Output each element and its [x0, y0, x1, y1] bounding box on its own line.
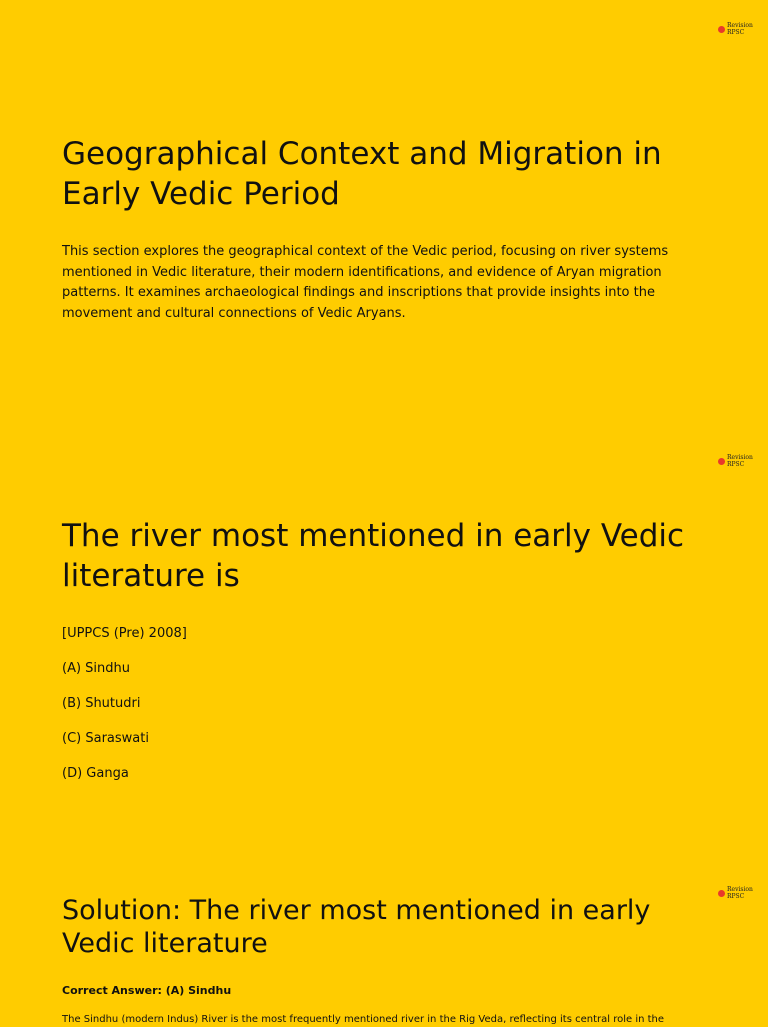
page-title: Geographical Context and Migration in Early Vedic Period: [62, 136, 662, 212]
question-body: [62, 624, 692, 799]
option-d: (D) Ganga: [62, 766, 129, 781]
solution-heading: [62, 894, 692, 960]
intro-heading: [62, 134, 692, 214]
revision-rpsc-logo: [718, 16, 754, 42]
question-title: The river most mentioned in early Vedic literature is: [62, 518, 685, 594]
logo-text-line2: RPSC: [727, 461, 745, 468]
revision-rpsc-logo: [718, 880, 754, 906]
logo-text-line2: RPSC: [727, 893, 745, 900]
logo-dot-icon: [718, 26, 725, 33]
logo-text-line2: RPSC: [727, 29, 745, 36]
revision-rpsc-logo: [718, 448, 754, 474]
logo-dot-icon: [718, 458, 725, 465]
question-heading: [62, 516, 692, 596]
correct-answer: Correct Answer: (A) Sindhu: [62, 984, 232, 997]
solution-paragraph: The Sindhu (modern Indus) River is the most frequently mentioned river in the Rig Veda, reflecting its central role in the: [62, 1014, 665, 1025]
question-source: [UPPCS (Pre) 2008]: [62, 626, 187, 641]
intro-paragraph: This section explores the geographical context of the Vedic period, focusing on river systems mentioned in Vedic literature, their modern identifications, and evidence of Aryan migration patterns. It examines archaeological findings and inscriptions that provide insights into the movement and cultural connections of Vedic Aryans.: [62, 244, 669, 321]
option-a: (A) Sindhu: [62, 661, 131, 676]
option-c: (C) Saraswati: [62, 731, 149, 746]
logo-text-line1: Revision: [727, 886, 753, 893]
logo-dot-icon: [718, 890, 725, 897]
logo-text-line1: Revision: [727, 22, 753, 29]
logo-text-line1: Revision: [727, 454, 753, 461]
option-b: (B) Shutudri: [62, 696, 141, 711]
solution-title: Solution: The river most mentioned in early Vedic literature: [62, 895, 651, 959]
